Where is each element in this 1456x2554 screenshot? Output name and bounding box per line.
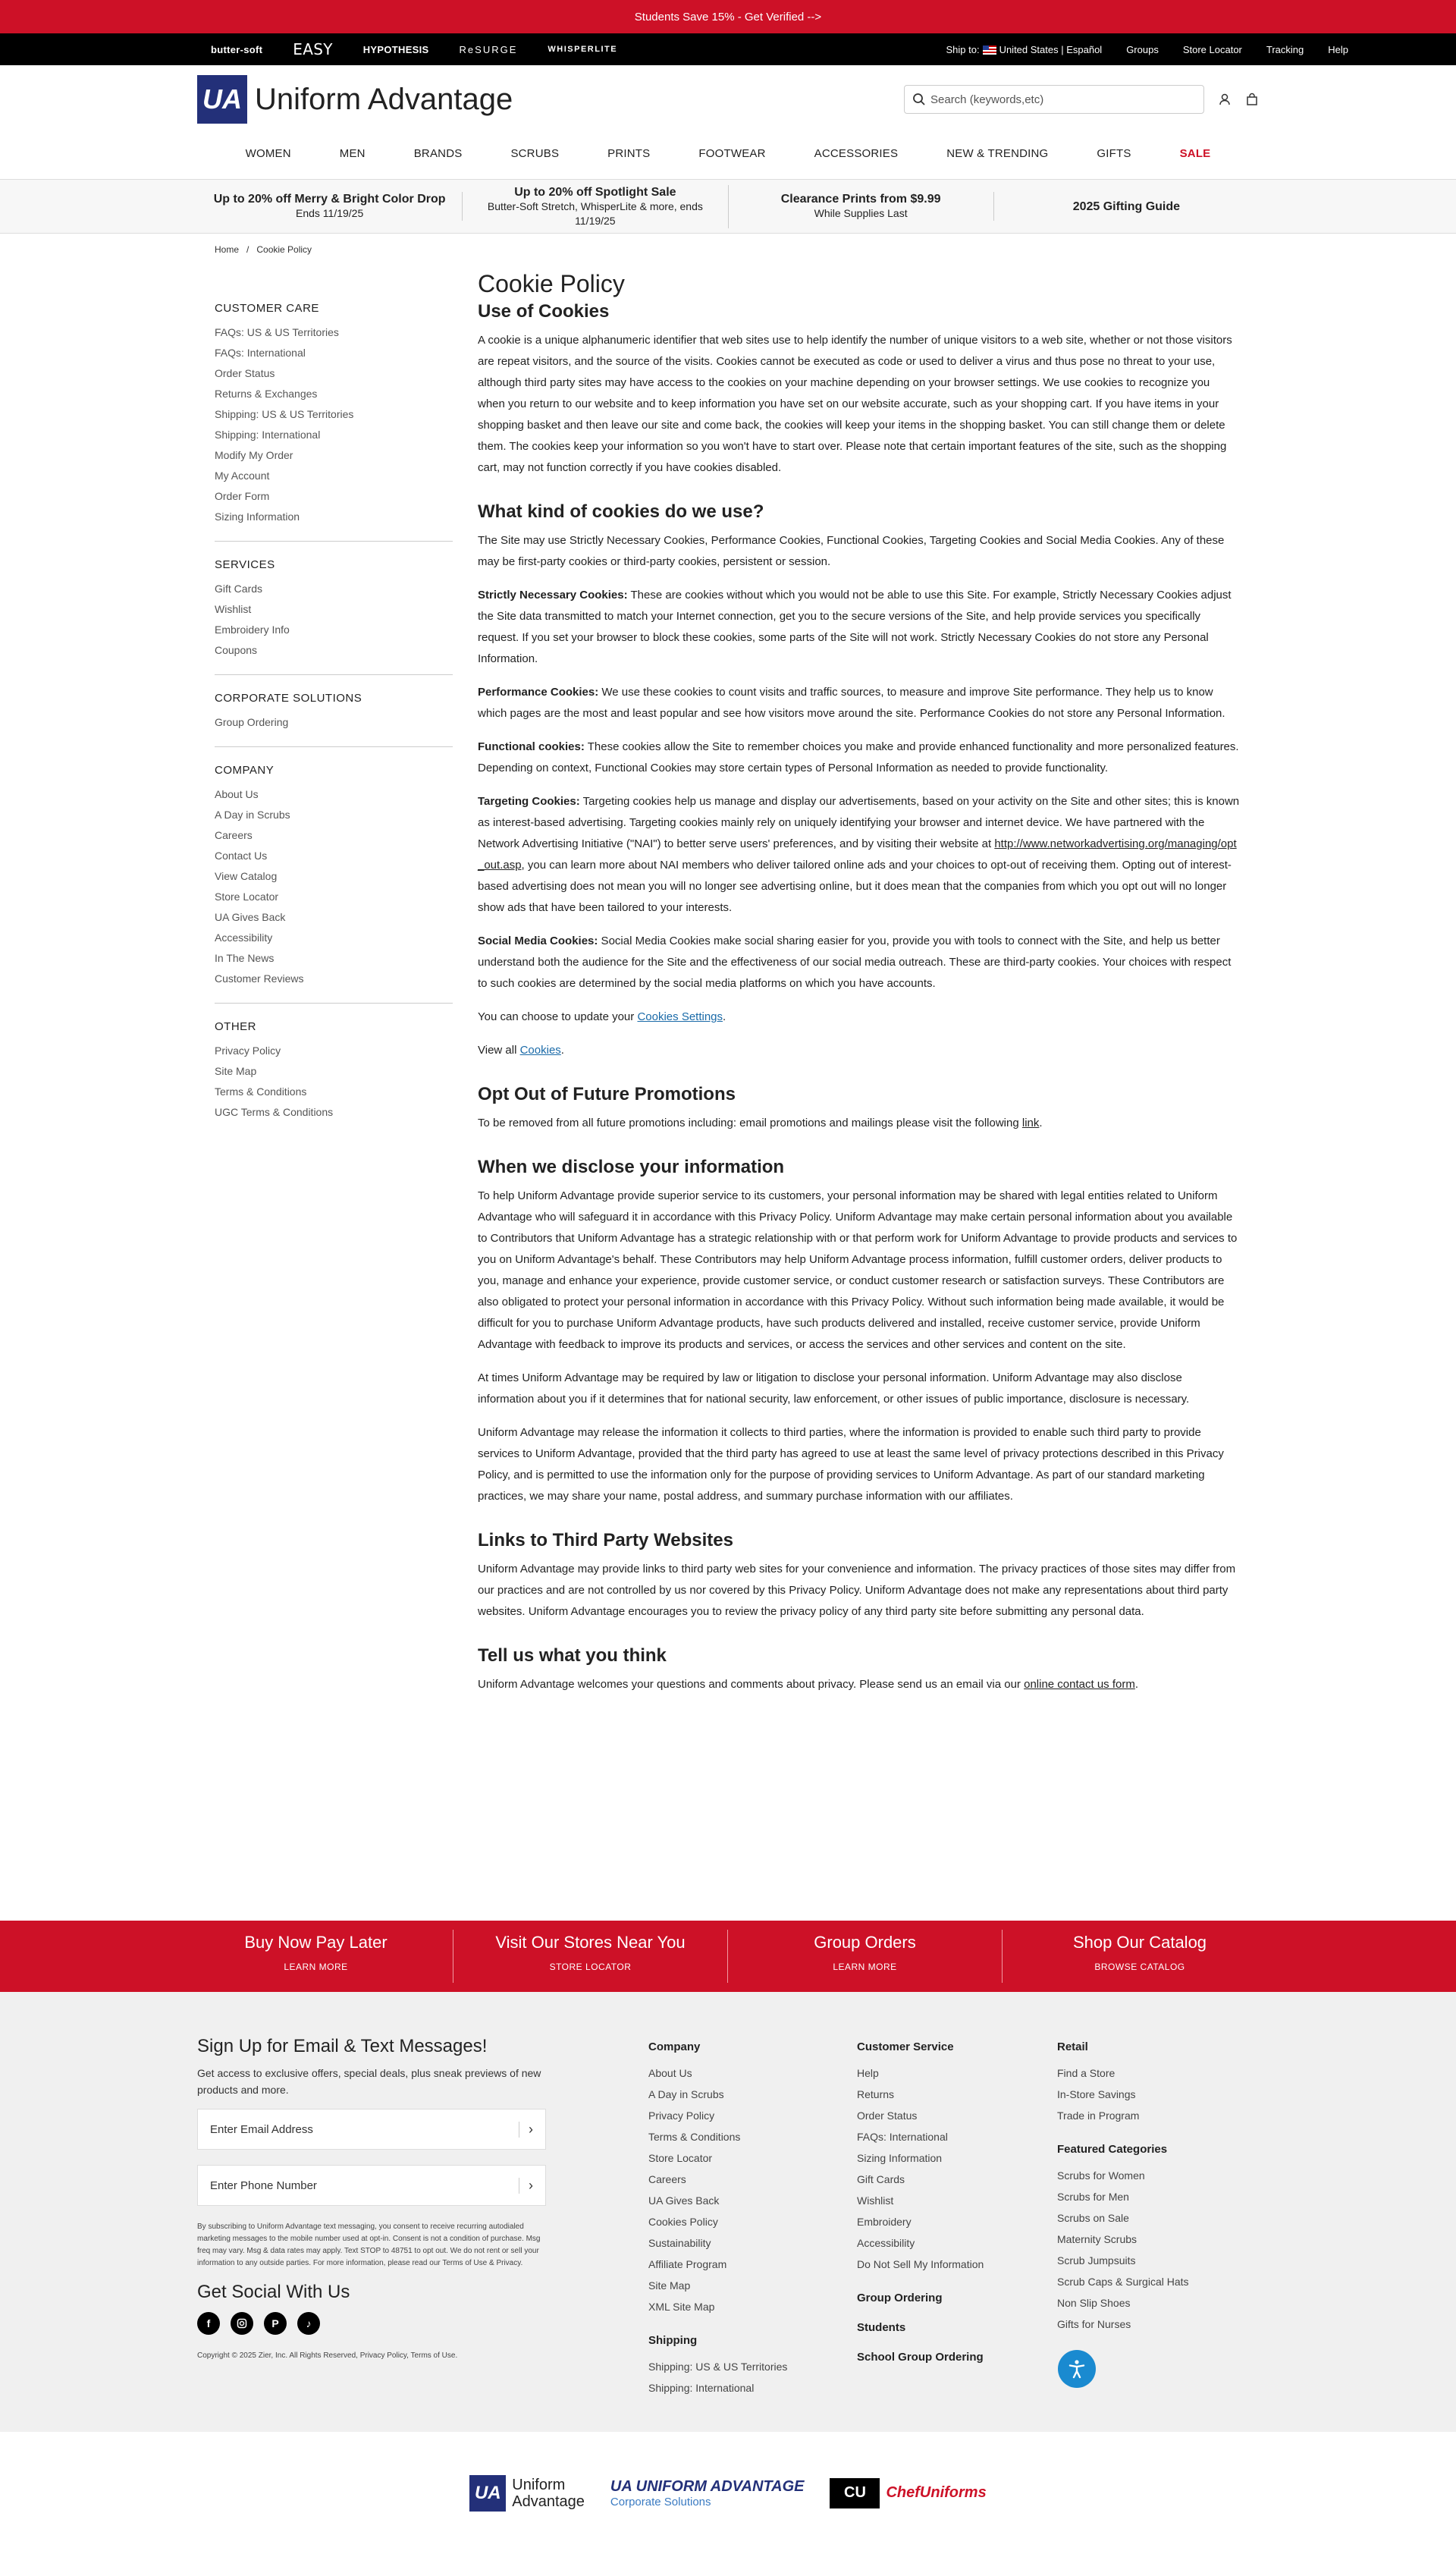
footer-link[interactable]: Non Slip Shoes xyxy=(1057,2297,1131,2309)
search-box[interactable] xyxy=(904,85,1204,114)
tracking-link[interactable]: Tracking xyxy=(1266,43,1304,55)
brand-links xyxy=(211,42,617,57)
nav-footwear[interactable]: FOOTWEAR xyxy=(698,146,766,160)
footer-link[interactable]: Help xyxy=(857,2067,879,2079)
term-label: Social Media Cookies: xyxy=(478,935,598,947)
chef-logo-mark: CU xyxy=(830,2478,880,2508)
contact-form-link[interactable]: online contact us form xyxy=(1024,1678,1135,1691)
promo-cell[interactable] xyxy=(729,192,994,221)
paragraph: A cookie is a unique alphanumeric identifier that web sites use to help identify the number of unique visitors to a web site, whether or not those visitors are repeat visitors, and the source of the visits. Cookies cannot be executed as code or used to deliver a virus and thus pose no threat to your use, although third party sites may have access to the cookies on your machine depending on your browser settings. We use cookies to recognize you when you return to our website and to keep information you have set on our website accurate, such as your shopping cart. If you have items in your shopping basket and then leave our site and come back, the cookies will keep your items in the shopping basket. You can still change them or delete them. The cookies keep your information so you won't have to start over. Please note that certain important features of the site, such as the shopping cart, may not function correctly if you have cookies disabled. xyxy=(478,334,1232,474)
sidebar-heading: CUSTOMER CARE xyxy=(215,302,319,315)
footer-link[interactable]: Scrubs for Men xyxy=(1057,2191,1129,2203)
chef-uniforms-logo[interactable] xyxy=(830,2478,986,2508)
cta-buy-now-pay-later[interactable] xyxy=(179,1930,453,1983)
sidebar-link[interactable]: My Account xyxy=(215,470,270,482)
text: . xyxy=(560,1044,564,1057)
sidebar-link[interactable]: UGC Terms & Conditions xyxy=(215,1106,334,1118)
term-label: Performance Cookies: xyxy=(478,686,599,699)
footer-link[interactable]: Trade in Program xyxy=(1057,2109,1140,2122)
corp-logo-top xyxy=(610,2478,805,2496)
text: . xyxy=(1134,1678,1139,1691)
page-title: Cookie Policy xyxy=(478,270,625,297)
paragraph xyxy=(478,1674,1240,1695)
promo-sub: While Supplies Last xyxy=(814,207,908,219)
section-heading: When we disclose your information xyxy=(478,1157,785,1177)
footer-link[interactable]: Careers xyxy=(648,2173,686,2185)
promo-strip xyxy=(0,179,1456,234)
section-heading: Opt Out of Future Promotions xyxy=(478,1084,736,1104)
promo-sub: Butter-Soft Stretch, WhisperLite & more, ends 11/19/25 xyxy=(487,199,703,227)
promo-title: Clearance Prints from $9.99 xyxy=(780,193,941,206)
paragraph: The Site may use Strictly Necessary Cookies, Performance Cookies, Functional Cookies, Targeting Cookies and Social Media Cookies. Any of these may be first-party cookies or third-party cookies, persistent or session. xyxy=(478,534,1225,568)
cta-title: Shop Our Catalog xyxy=(1072,1933,1207,1952)
nai-link[interactable]: http://www.networkadvertising.org/managing/opt_out.asp xyxy=(478,837,1237,872)
breadcrumb-home[interactable]: Home xyxy=(215,244,240,255)
instagram-glyph-icon xyxy=(237,2318,247,2329)
sidebar-link[interactable]: FAQs: US & US Territories xyxy=(215,326,339,338)
term-text: , you can learn more about NAI members who deliver tailored online ads and your choices to opt-out of receiving them. Opting out of interest-based advertising does not mean you will no longer see advertising online, but it does mean that the companies from which you opt out will no longer show ads that have been tailored to your interests. xyxy=(478,859,1232,914)
accessibility-icon[interactable] xyxy=(1058,2350,1096,2388)
brand-resurge[interactable]: ReSURGE xyxy=(459,43,518,55)
sidebar-heading: OTHER xyxy=(215,1020,256,1033)
cta-stores[interactable] xyxy=(453,1930,728,1983)
nav-sale[interactable]: SALE xyxy=(1179,146,1211,160)
logo-mark: UA xyxy=(197,75,247,124)
footer-link[interactable]: Find a Store xyxy=(1057,2067,1116,2079)
footer-heading: Retail xyxy=(1057,2040,1088,2053)
brand-easy-stretch[interactable]: EASY xyxy=(293,40,333,58)
footer-link[interactable]: Store Locator xyxy=(648,2152,713,2164)
paragraph: Uniform Advantage may release the information it collects to third parties, where the information is provided to enable such third party to provide services to Uniform Advantage, provided that the third party has agreed to use at least the same level of privacy protections described in this Privacy Policy, and is permitted to use the information only for the purpose of providing services to Uniform Advantage. As part of our standard marketing practices, we may share your name, postal address, and summary purchase information with our affiliates. xyxy=(478,1426,1224,1503)
sidebar-heading: COMPANY xyxy=(215,764,275,777)
phone-field[interactable] xyxy=(197,2165,546,2206)
footer-link[interactable]: Accessibility xyxy=(857,2237,915,2249)
ship-to-value: United States | Español xyxy=(999,43,1103,55)
sidebar-heading: SERVICES xyxy=(215,558,275,571)
cta-title: Group Orders xyxy=(814,1933,916,1952)
logo-text: Uniform Advantage xyxy=(255,82,513,116)
footer-link[interactable]: Terms & Conditions xyxy=(648,2131,741,2143)
site-header xyxy=(0,65,1456,134)
cta-sub[interactable]: STORE LOCATOR xyxy=(549,1962,632,1972)
footer-link[interactable]: Order Status xyxy=(857,2109,918,2122)
ua-logo-text xyxy=(512,2477,585,2510)
term-text: These cookies allow the Site to remember choices you make and provide enhanced functionality and more personalized features. Depending on context, Functional Cookies may store certain types of Personal Information as needed to provide functionality. xyxy=(478,740,1239,774)
corp-logo-name: UNIFORM ADVANTAGE xyxy=(635,2477,805,2495)
footer-col-company xyxy=(648,2040,787,2398)
email-input[interactable] xyxy=(210,2123,519,2136)
section-heading: Use of Cookies xyxy=(478,301,610,322)
nav-new-trending[interactable]: NEW & TRENDING xyxy=(946,146,1049,160)
sidebar-group-customer-care xyxy=(215,302,453,542)
sms-disclaimer: By subscribing to Uniform Advantage text messaging, you consent to receive recurring autodialed marketing messages to the mobile number used at opt-in. Consent is not a condition of purchase. Msg freq may vary. Msg & data rates may apply. Text STOP to 48751 to opt out. We do not rent or sell your information to any outside parties. For more information, please read our Terms of Use & Privacy. xyxy=(197,2223,541,2267)
sidebar-link[interactable]: Contact Us xyxy=(215,850,268,862)
email-field[interactable] xyxy=(197,2109,546,2150)
groups-link[interactable]: Groups xyxy=(1126,43,1159,55)
ua-logo-mark: UA xyxy=(469,2475,506,2512)
cart-icon[interactable] xyxy=(1245,93,1259,106)
social-title: Get Social With Us xyxy=(197,2282,350,2302)
paragraph xyxy=(478,737,1240,779)
sidebar-heading: CORPORATE SOLUTIONS xyxy=(215,692,362,705)
us-flag-icon xyxy=(983,46,996,55)
signup-block xyxy=(197,2036,546,2360)
nav-accessories[interactable]: ACCESSORIES xyxy=(814,146,899,160)
ship-to-label: Ship to: xyxy=(946,43,980,55)
footer-link[interactable]: Sizing Information xyxy=(857,2152,943,2164)
sidebar-link[interactable]: Customer Reviews xyxy=(215,972,304,985)
corp-logo-text xyxy=(610,2478,805,2508)
sidebar-link[interactable]: Order Status xyxy=(215,367,275,379)
sidebar-group-corporate xyxy=(215,692,453,747)
promo-text[interactable]: Students Save 15% - Get Verified --> xyxy=(634,10,822,24)
term-text: Social Media Cookies make social sharing easier for you, provide you with tools to connect with the Site, and help us better understand both the audience for the Site and the effectiveness of our social media outreach. These are third-party cookies. Your choices with respect to such cookies are determined by the social media platforms on which you have accounts. xyxy=(478,935,1232,990)
sidebar-link[interactable]: Modify My Order xyxy=(215,449,293,461)
text: . xyxy=(1039,1117,1043,1129)
footer-link[interactable]: Gift Cards xyxy=(857,2173,905,2185)
cta-title: Visit Our Stores Near You xyxy=(495,1933,686,1952)
paragraph xyxy=(478,931,1240,994)
footer-heading-link[interactable]: Group Ordering xyxy=(857,2292,943,2304)
sidebar-link[interactable]: Accessibility xyxy=(215,931,273,944)
nav-women[interactable]: WOMEN xyxy=(245,146,291,160)
footer-heading: Company xyxy=(648,2040,701,2053)
paragraph xyxy=(478,682,1240,724)
paragraph xyxy=(478,1113,1240,1134)
cta-sub[interactable]: BROWSE CATALOG xyxy=(1094,1962,1185,1972)
corp-logo-mark: UA xyxy=(610,2477,632,2495)
footer-link[interactable]: In-Store Savings xyxy=(1057,2088,1136,2100)
utility-links xyxy=(946,44,1348,55)
footer-link[interactable]: XML Site Map xyxy=(648,2301,715,2313)
footer-link[interactable]: Affiliate Program xyxy=(648,2258,727,2270)
sidebar-link[interactable]: Wishlist xyxy=(215,603,252,615)
site-logo[interactable] xyxy=(197,75,513,124)
paragraph xyxy=(478,1007,1240,1028)
nav-brands[interactable]: BRANDS xyxy=(413,146,463,160)
sidebar-group-other xyxy=(215,1020,453,1136)
store-locator-link[interactable]: Store Locator xyxy=(1182,43,1242,55)
cta-sub[interactable]: LEARN MORE xyxy=(284,1962,348,1972)
footer-link[interactable]: Scrub Jumpsuits xyxy=(1057,2254,1136,2267)
sidebar-group-company xyxy=(215,764,453,1004)
nav-scrubs[interactable]: SCRUBS xyxy=(510,146,560,160)
text: . xyxy=(723,1010,726,1023)
footer-link[interactable]: Sustainability xyxy=(648,2237,711,2249)
term-label: Strictly Necessary Cookies: xyxy=(478,589,628,602)
sidebar-link[interactable]: Shipping: International xyxy=(215,429,321,441)
facebook-icon[interactable]: f xyxy=(197,2312,220,2335)
social-links xyxy=(197,2312,546,2335)
footer-link[interactable]: Cookies Policy xyxy=(648,2216,718,2228)
section-heading: Tell us what you think xyxy=(478,1645,667,1666)
promo-title: 2025 Gifting Guide xyxy=(1072,199,1181,213)
footer-link[interactable]: Returns xyxy=(857,2088,895,2100)
cta-catalog[interactable] xyxy=(1003,1930,1277,1983)
sidebar-link[interactable]: Group Ordering xyxy=(215,716,289,728)
search-input[interactable] xyxy=(930,93,1196,106)
site-footer xyxy=(0,1992,1456,2432)
brand-butter-soft[interactable]: butter-soft xyxy=(211,43,263,55)
footer-link[interactable]: Shipping: International xyxy=(648,2382,755,2394)
sidebar-link[interactable]: Privacy Policy xyxy=(215,1045,281,1057)
sidebar-link[interactable]: Embroidery Info xyxy=(215,624,290,636)
ship-to[interactable] xyxy=(946,44,1102,55)
sidebar-link[interactable]: A Day in Scrubs xyxy=(215,809,290,821)
promo-cell[interactable] xyxy=(994,199,1259,214)
footer-link[interactable]: Privacy Policy xyxy=(648,2109,715,2122)
footer-link[interactable]: Scrub Caps & Surgical Hats xyxy=(1057,2276,1189,2288)
breadcrumb-separator: / xyxy=(246,244,249,255)
text: View all xyxy=(478,1044,520,1057)
sidebar-group-services xyxy=(215,558,453,675)
footer-link[interactable]: Scrubs on Sale xyxy=(1057,2212,1129,2224)
footer-link[interactable]: About Us xyxy=(648,2067,692,2079)
promo-cell[interactable] xyxy=(197,192,463,221)
signup-title: Sign Up for Email & Text Messages! xyxy=(197,2036,488,2056)
help-link[interactable]: Help xyxy=(1328,43,1348,55)
text: You can choose to update your xyxy=(478,1010,638,1023)
sidebar-link[interactable]: Terms & Conditions xyxy=(215,1085,307,1098)
paragraph xyxy=(478,1040,1240,1061)
sidebar-link[interactable]: Site Map xyxy=(215,1065,257,1077)
term-text: Targeting cookies help us manage and display our advertisements, based on your activity on the Site and other sites; this is known as interest-based advertising. Targeting cookies mainly rely on uniquely identifying your browser and internet device. We have partnered with the Network Advertising Initiative ("NAI") to better serve users' preferences, and by visiting their website at xyxy=(478,795,1240,850)
footer-link[interactable]: FAQs: International xyxy=(857,2131,948,2143)
nav-prints[interactable]: PRINTS xyxy=(607,146,651,160)
term-text: We use these cookies to count visits and traffic sources, to measure and improve Site performance. They help us to know which pages are the most and least popular and see how visitors move around the site. Performance Cookies do not store any Personal Information. xyxy=(478,686,1225,720)
phone-input[interactable] xyxy=(210,2179,519,2192)
cta-title: Buy Now Pay Later xyxy=(244,1933,388,1952)
sidebar-link[interactable]: Sizing Information xyxy=(215,510,300,523)
footer-link[interactable]: Shipping: US & US Territories xyxy=(648,2361,788,2373)
footer-link[interactable]: Scrubs for Women xyxy=(1057,2169,1145,2182)
term-label: Functional cookies: xyxy=(478,740,585,753)
nav-men[interactable]: MEN xyxy=(339,146,366,160)
corporate-solutions-logo[interactable] xyxy=(610,2478,805,2508)
main-nav xyxy=(0,134,1456,173)
tiktok-icon[interactable]: ♪ xyxy=(297,2312,320,2335)
sidebar xyxy=(215,302,453,1153)
chevron-right-icon[interactable]: › xyxy=(519,2178,533,2194)
paragraph xyxy=(478,585,1240,670)
copyright: Copyright © 2025 Zier, Inc. All Rights Reserved, Privacy Policy, Terms of Use. xyxy=(197,2351,458,2360)
sidebar-link[interactable]: View Catalog xyxy=(215,870,278,882)
term-text: These are cookies without which you would not be able to use this Site. For example, Strictly Necessary Cookies adjust the Site data transmitted to match your Internet connection, get you to the secure versions of the Site, and help provide services you specifically request. If you set your browser to block these cookies, some parts of the Site will not work. Strictly Necessary Cookies do not store any Personal Information. xyxy=(478,589,1232,665)
sidebar-link[interactable]: Store Locator xyxy=(215,891,279,903)
signup-subtitle: Get access to exclusive offers, special deals, plus sneak previews of new products and more. xyxy=(197,2067,541,2096)
footer-link[interactable]: UA Gives Back xyxy=(648,2194,720,2207)
paragraph: At times Uniform Advantage may be required by law or litigation to disclose your personal information. Uniform Advantage may also disclose information about you if it determines that for national security, law enforcement, or other issues of public importance, disclosure is necessary. xyxy=(478,1371,1190,1406)
brand-hypothesis[interactable]: HYPOTHESIS xyxy=(362,43,429,55)
promo-cell[interactable] xyxy=(463,185,728,228)
ua-logo-line: Uniform xyxy=(512,2476,566,2493)
promo-title: Up to 20% off Spotlight Sale xyxy=(514,185,676,199)
footer-link[interactable]: Do Not Sell My Information xyxy=(857,2258,984,2270)
sidebar-link[interactable]: Shipping: US & US Territories xyxy=(215,408,354,420)
sidebar-link[interactable]: FAQs: International xyxy=(215,347,306,359)
main-content xyxy=(478,270,1240,1707)
brand-logos xyxy=(0,2432,1456,2554)
breadcrumb xyxy=(215,244,312,255)
footer-link[interactable]: Maternity Scrubs xyxy=(1057,2233,1138,2245)
footer-heading: Featured Categories xyxy=(1057,2143,1168,2156)
cta-sub[interactable]: LEARN MORE xyxy=(833,1962,897,1972)
term-label: Targeting Cookies: xyxy=(478,795,580,808)
sidebar-link[interactable]: Careers xyxy=(215,829,253,841)
text: Uniform Advantage welcomes your questions and comments about privacy. Please send us an email via our xyxy=(478,1678,1025,1691)
view-cookies-link[interactable]: Cookies xyxy=(519,1044,561,1057)
sidebar-link[interactable]: Coupons xyxy=(215,644,258,656)
sidebar-link[interactable]: In The News xyxy=(215,952,275,964)
nav-gifts[interactable]: GIFTS xyxy=(1097,146,1131,160)
footer-heading: Customer Service xyxy=(857,2040,954,2053)
promo-title: Up to 20% off Merry & Bright Color Drop xyxy=(213,193,446,206)
paragraph: To help Uniform Advantage provide superior service to its customers, your personal information may be shared with legal entities related to Uniform Advantage who will safeguard it in accordance with this Privacy Policy. Uniform Advantage may make certain personal information about you available to Contributors that Uniform Advantage has a strategic relationship with or that perform work for Uniform Advantage to provide products and services to you on Uniform Advantage's behalf. These Contributors may help Uniform Advantage process information, fulfill customer orders, deliver products to you, manage and enhance your experience, provide customer service, or conduct customer research or satisfaction surveys. These Contributors are also obligated to protect your personal information in accordance with this Privacy Policy. Without such information being made available, it would be difficult for you to purchase Uniform Advantage products, have such products delivered and installed, receive customer service, provide Uniform Advantage with feedback to improve its products and services, or access the services and other services and content on the site. xyxy=(478,1189,1238,1351)
instagram-icon[interactable] xyxy=(231,2312,253,2335)
paragraph xyxy=(478,791,1240,919)
footer-link[interactable]: Gifts for Nurses xyxy=(1057,2318,1131,2330)
cta-group-orders[interactable] xyxy=(728,1930,1003,1983)
search-icon xyxy=(912,93,926,106)
section-heading: Links to Third Party Websites xyxy=(478,1530,733,1550)
sidebar-link[interactable]: Returns & Exchanges xyxy=(215,388,318,400)
utility-bar xyxy=(0,33,1456,65)
breadcrumb-current: Cookie Policy xyxy=(256,244,312,255)
brand-whisperlite[interactable]: WHISPERLITE xyxy=(548,45,618,54)
accessibility-figure-icon xyxy=(1066,2358,1087,2380)
chef-logo-text: ChefUniforms xyxy=(886,2484,987,2501)
footer-link[interactable]: Site Map xyxy=(648,2279,691,2292)
pinterest-icon[interactable]: P xyxy=(264,2312,287,2335)
paragraph: Uniform Advantage may provide links to third party web sites for your convenience and information. The privacy practices of those sites may differ from our practices and are not controlled by us nor covered by this Privacy Policy. Uniform Advantage does not make any representations about third party websites. Uniform Advantage encourages you to review the privacy policy of any third party site before submitting any personal data. xyxy=(478,1563,1236,1618)
cookies-settings-link[interactable]: Cookies Settings xyxy=(637,1010,723,1023)
ua-logo-line: Advantage xyxy=(512,2493,585,2510)
section-heading: What kind of cookies do we use? xyxy=(478,501,764,522)
sidebar-link[interactable]: About Us xyxy=(215,788,259,800)
promo-bar[interactable] xyxy=(0,0,1456,33)
text: To be removed from all future promotions including: email promotions and mailings please visit the following xyxy=(478,1117,1022,1129)
sidebar-link[interactable]: UA Gives Back xyxy=(215,911,286,923)
corp-logo-sub: Corporate Solutions xyxy=(610,2495,711,2508)
cta-band xyxy=(0,1921,1456,1992)
footer-heading-link[interactable]: School Group Ordering xyxy=(857,2351,984,2364)
footer-heading: Shipping xyxy=(648,2334,698,2347)
footer-link[interactable]: Embroidery xyxy=(857,2216,912,2228)
footer-link[interactable]: A Day in Scrubs xyxy=(648,2088,724,2100)
promo-sub: Ends 11/19/25 xyxy=(295,207,364,219)
uniform-advantage-logo[interactable] xyxy=(469,2475,585,2512)
footer-heading-link[interactable]: Students xyxy=(857,2321,906,2334)
account-icon[interactable] xyxy=(1218,93,1232,106)
sidebar-link[interactable]: Gift Cards xyxy=(215,583,263,595)
sidebar-link[interactable]: Order Form xyxy=(215,490,270,502)
footer-col-retail xyxy=(1057,2040,1189,2335)
opt-out-link[interactable]: link xyxy=(1021,1117,1040,1129)
chevron-right-icon[interactable]: › xyxy=(519,2122,533,2138)
header-actions xyxy=(904,85,1259,114)
footer-col-service xyxy=(857,2040,984,2373)
footer-link[interactable]: Wishlist xyxy=(857,2194,894,2207)
